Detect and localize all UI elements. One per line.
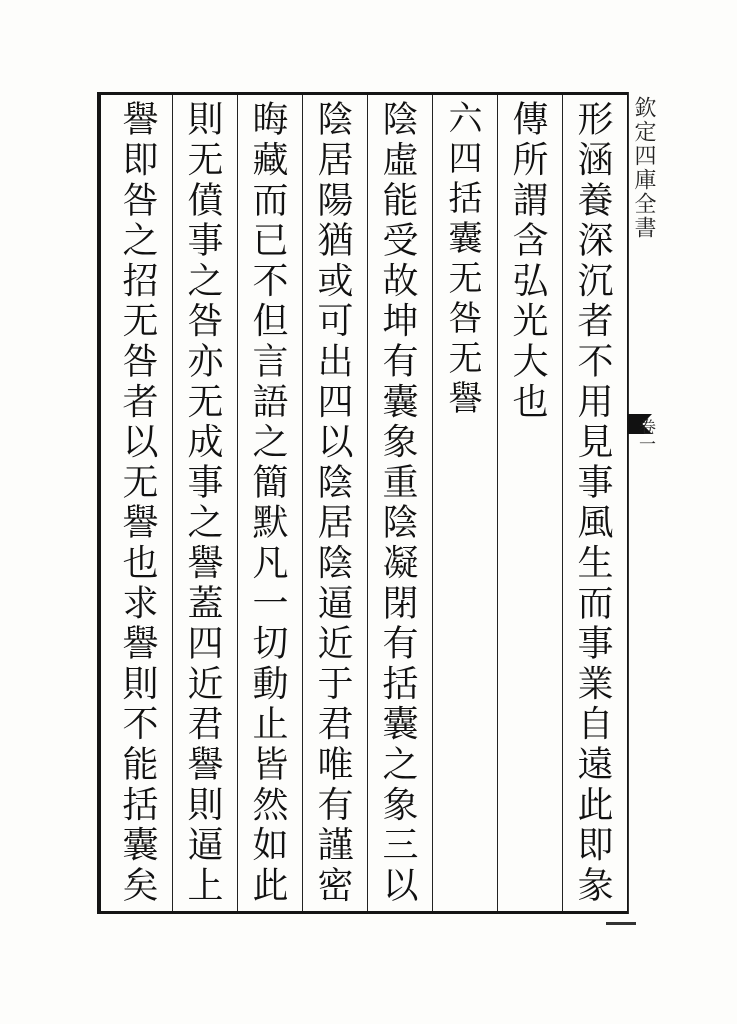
text-column-6: 晦藏而已不但言語之簡默凡一切動止皆然如此: [247, 100, 288, 906]
page-number-mark: [606, 922, 636, 933]
column-rule: [562, 95, 563, 911]
text-column-3: 六四括囊无咎无譽: [442, 100, 482, 420]
text-column-8: 譽即咎之招无咎者以无譽也求譽則不能括囊矣: [117, 100, 158, 906]
text-column-2: 傳所謂含弘光大也: [507, 100, 548, 423]
column-rule: [367, 95, 368, 911]
column-rule: [237, 95, 238, 911]
book-title: 欽定四庫全書: [631, 96, 656, 240]
column-rule: [302, 95, 303, 911]
margin-line: [628, 92, 629, 914]
text-column-5: 陰居陽猶或可出四以陰居陰逼近于君唯有謹密: [312, 100, 353, 906]
column-rule: [497, 95, 498, 911]
volume-label: 卷一: [635, 418, 655, 452]
column-rule: [432, 95, 433, 911]
text-column-4: 陰虛能受故坤有囊象重陰凝閉有括囊之象三以: [377, 100, 418, 906]
column-rule: [172, 95, 173, 911]
text-column-7: 則无僨事之咎亦无成事之譽蓋四近君譽則逼上: [182, 100, 223, 906]
text-column-1: 形涵養深沉者不用見事風生而事業自遠此即彖: [572, 100, 613, 906]
